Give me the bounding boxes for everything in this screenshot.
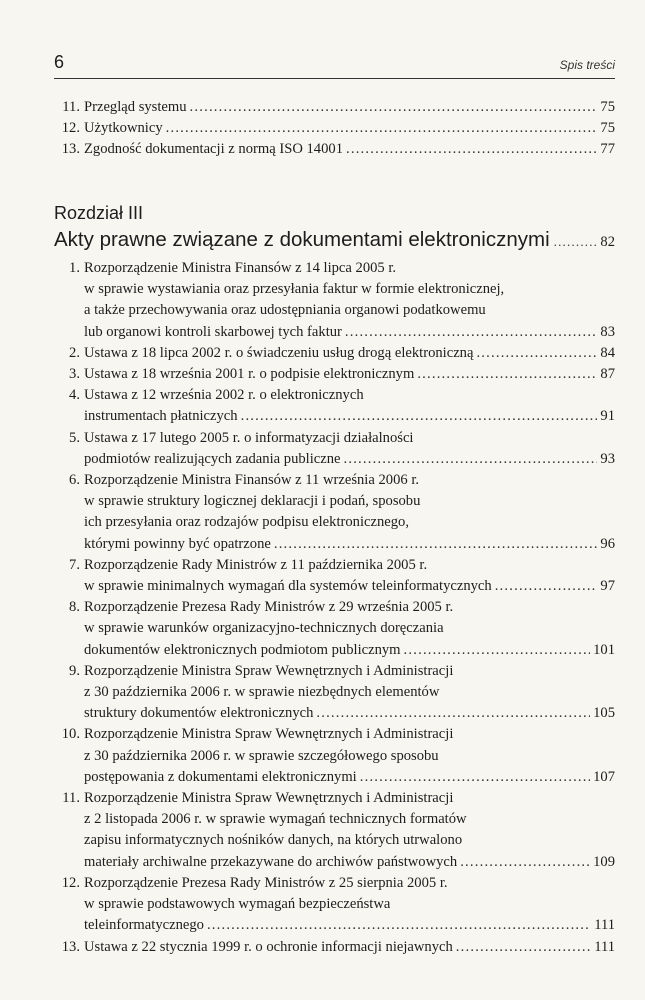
toc-top-section — [54, 97, 615, 161]
entry-text: w sprawie wystawiania oraz przesyłania faktur w formie elektronicznej, — [84, 281, 505, 298]
entry-line — [84, 258, 615, 279]
entry-number: 11. — [62, 99, 80, 115]
entry-number: 8. — [69, 599, 80, 616]
dot-leader — [274, 534, 598, 555]
entry-number: 4. — [69, 387, 80, 404]
entry-number: 13. — [61, 141, 80, 158]
entry-number: 5. — [69, 429, 80, 446]
entry-text: instrumentach płatniczych — [84, 408, 238, 425]
running-head: Spis treści — [559, 58, 615, 72]
entry-line — [84, 703, 615, 724]
dot-leader — [346, 139, 597, 160]
dot-leader — [417, 364, 597, 385]
toc-entry — [54, 788, 615, 873]
entry-text: z 2 listopada 2006 r. w sprawie wymagań technicznych formatów — [84, 811, 467, 828]
entry-number: 1. — [69, 260, 80, 276]
entry-number: 12. — [61, 874, 80, 891]
dot-leader — [316, 703, 590, 724]
entry-line — [84, 682, 615, 703]
entry-page: 75 — [600, 120, 615, 137]
entry-line — [84, 937, 615, 958]
entry-page: 83 — [600, 323, 615, 340]
toc-entry — [54, 555, 615, 597]
entry-text: Ustawa z 18 lipca 2002 r. o świadczeniu usług drogą elektroniczną — [84, 344, 474, 361]
entry-number: 10. — [61, 726, 80, 743]
entry-line — [84, 597, 615, 618]
toc-chapter-section — [54, 258, 615, 958]
entry-page: 109 — [593, 853, 615, 870]
entry-line — [84, 809, 615, 830]
entry-line — [84, 300, 615, 321]
entry-line — [84, 576, 615, 597]
entry-line — [84, 724, 615, 745]
dot-leader — [476, 343, 597, 364]
entry-text: Rozporządzenie Ministra Spraw Wewnętrznych i Administracji — [84, 726, 454, 743]
toc-entry — [54, 724, 615, 788]
entry-text: a także przechowywania oraz udostępniania organowi podatkowemu — [84, 302, 486, 319]
toc-entry — [54, 118, 615, 139]
entry-number: 9. — [69, 662, 80, 679]
entry-page: 91 — [600, 408, 615, 425]
dot-leader — [360, 767, 590, 788]
entry-line — [84, 470, 615, 491]
entry-page: 107 — [593, 768, 615, 785]
entry-text: w sprawie warunków organizacyjno-technicznych doręczania — [84, 620, 444, 637]
entry-page: 84 — [600, 344, 615, 361]
dot-leader — [345, 322, 598, 343]
entry-line — [84, 852, 615, 873]
entry-line — [84, 555, 615, 576]
page-number: 6 — [54, 52, 65, 72]
entry-page: 87 — [600, 366, 615, 383]
entry-page: 77 — [600, 141, 615, 158]
toc-entry — [54, 258, 615, 343]
entry-text: Rozporządzenie Rady Ministrów z 11 października 2005 r. — [84, 556, 428, 573]
entry-text: Ustawa z 12 września 2002 r. o elektronicznych — [84, 387, 364, 404]
chapter-page: 82 — [600, 234, 615, 250]
entry-number: 13. — [61, 938, 80, 955]
entry-number: 3. — [69, 366, 80, 383]
chapter-label: Rozdział III — [54, 203, 144, 223]
chapter-title-line — [54, 226, 615, 256]
entry-text: podmiotów realizujących zadania publiczne — [84, 450, 341, 467]
entry-text: którymi powinny być opatrzone — [84, 535, 271, 552]
entry-text: postępowania z dokumentami elektronicznymi — [84, 768, 357, 785]
toc-entry — [54, 364, 615, 385]
entry-text: zapisu informatycznych nośników danych, na których utrwalono — [84, 832, 463, 849]
entry-line — [84, 534, 615, 555]
entry-text: Rozporządzenie Ministra Spraw Wewnętrznych i Administracji — [84, 790, 454, 807]
entry-line — [84, 640, 615, 661]
entry-line — [84, 406, 615, 427]
entry-line — [84, 767, 615, 788]
entry-line — [84, 343, 615, 364]
entry-line — [84, 788, 615, 809]
entry-page: 101 — [593, 641, 615, 658]
entry-line — [84, 746, 615, 767]
entry-text: z 30 października 2006 r. w sprawie niezbędnych elementów — [84, 684, 440, 701]
entry-number: 2. — [69, 344, 80, 361]
entry-line — [84, 322, 615, 343]
entry-line — [84, 830, 615, 851]
entry-line — [84, 915, 615, 936]
entry-text: Użytkownicy — [84, 120, 163, 137]
entry-line — [84, 618, 615, 639]
chapter-title: Akty prawne związane z dokumentami elektronicznymi — [54, 228, 550, 251]
entry-page: 93 — [600, 450, 615, 467]
toc-entry — [54, 937, 615, 958]
entry-line — [84, 512, 615, 533]
entry-number: 11. — [62, 790, 80, 807]
entry-line — [84, 894, 615, 915]
entry-number: 6. — [69, 472, 80, 489]
entry-line — [84, 491, 615, 512]
entry-text: Rozporządzenie Ministra Finansów z 14 lipca 2005 r. — [84, 260, 397, 276]
toc-entry — [54, 385, 615, 427]
dot-leader — [241, 406, 598, 427]
entry-text: dokumentów elektronicznych podmiotom publicznym — [84, 641, 401, 658]
dot-leader — [166, 118, 598, 139]
toc-entry — [54, 343, 615, 364]
entry-text: Rozporządzenie Prezesa Rady Ministrów z 29 września 2005 r. — [84, 599, 454, 616]
dot-leader — [495, 576, 598, 597]
entry-text: Rozporządzenie Ministra Finansów z 11 września 2006 r. — [84, 472, 420, 489]
dot-leader — [404, 640, 591, 661]
toc-entry — [54, 470, 615, 555]
entry-page: 105 — [593, 705, 615, 722]
entry-text: Zgodność dokumentacji z normą ISO 14001 — [84, 141, 343, 158]
entry-text: lub organowi kontroli skarbowej tych faktur — [84, 323, 342, 340]
entry-text: Ustawa z 22 stycznia 1999 r. o ochronie informacji niejawnych — [84, 938, 453, 955]
toc-entry — [54, 873, 615, 937]
entry-line — [84, 118, 615, 139]
dot-leader — [344, 449, 598, 470]
entry-line — [84, 97, 615, 118]
entry-text: w sprawie minimalnych wymagań dla systemów teleinformatycznych — [84, 578, 492, 595]
entry-text: ich przesyłania oraz rodzajów podpisu elektronicznego, — [84, 514, 409, 531]
entry-page: 97 — [600, 578, 615, 595]
entry-page: 75 — [600, 99, 615, 115]
entry-line — [84, 279, 615, 300]
entry-text: Ustawa z 18 września 2001 r. o podpisie elektronicznym — [84, 366, 415, 383]
entry-page: 111 — [594, 938, 615, 955]
dot-leader — [207, 915, 591, 936]
entry-line — [84, 661, 615, 682]
chapter-heading — [54, 200, 615, 256]
toc-entry — [54, 428, 615, 470]
dot-leader — [460, 852, 590, 873]
entry-text: Rozporządzenie Ministra Spraw Wewnętrznych i Administracji — [84, 662, 454, 679]
dot-leader — [554, 228, 597, 256]
entry-text: Rozporządzenie Prezesa Rady Ministrów z 25 sierpnia 2005 r. — [84, 874, 448, 891]
entry-line — [84, 428, 615, 449]
entry-line — [84, 364, 615, 385]
entry-number: 12. — [61, 120, 80, 137]
toc-entry — [54, 597, 615, 661]
entry-text: Przegląd systemu — [84, 99, 187, 115]
dot-leader — [456, 937, 591, 958]
entry-page: 96 — [600, 535, 615, 552]
entry-text: Ustawa z 17 lutego 2005 r. o informatyzacji działalności — [84, 429, 414, 446]
entry-line — [84, 449, 615, 470]
entry-text: z 30 października 2006 r. w sprawie szczegółowego sposobu — [84, 747, 439, 764]
entry-text: materiały archiwalne przekazywane do archiwów państwowych — [84, 853, 458, 870]
entry-number: 7. — [69, 556, 80, 573]
page-header — [54, 52, 615, 79]
entry-text: teleinformatycznego — [84, 917, 204, 934]
entry-text: struktury dokumentów elektronicznych — [84, 705, 314, 722]
toc-entry — [54, 97, 615, 118]
entry-line — [84, 139, 615, 160]
entry-line — [84, 873, 615, 894]
dot-leader — [190, 97, 598, 118]
toc-entry — [54, 139, 615, 160]
entry-text: w sprawie struktury logicznej deklaracji i podań, sposobu — [84, 493, 421, 510]
entry-line — [84, 385, 615, 406]
entry-page: 111 — [594, 917, 615, 934]
entry-text: w sprawie podstawowych wymagań bezpieczeństwa — [84, 896, 391, 913]
toc-entry — [54, 661, 615, 725]
